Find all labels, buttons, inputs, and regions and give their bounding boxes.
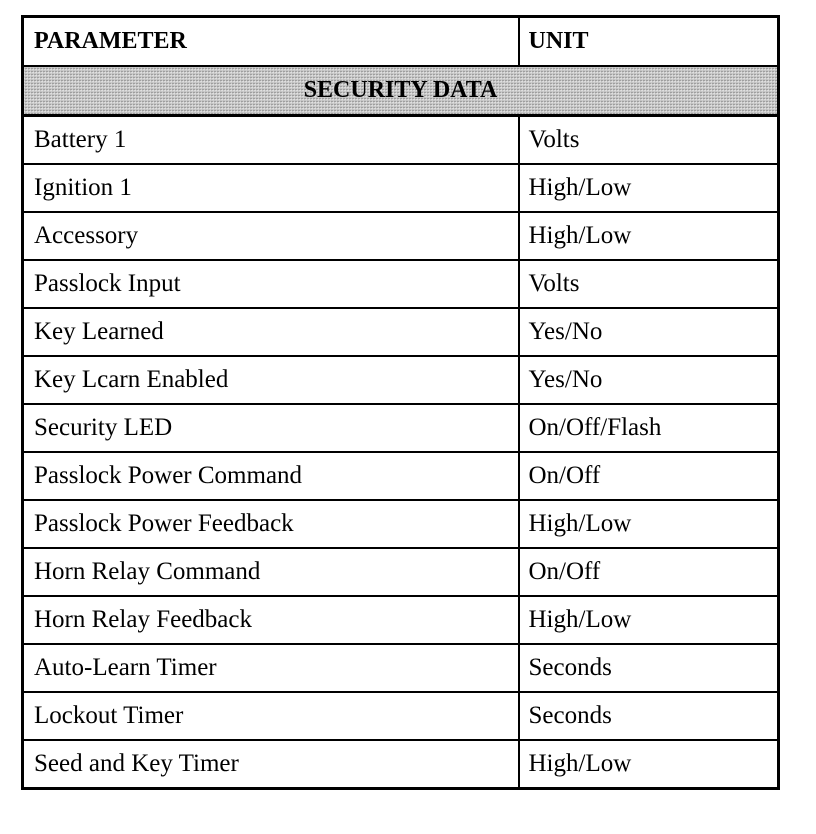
unit-cell: Seconds bbox=[519, 644, 779, 692]
table-row bbox=[23, 740, 779, 789]
unit-cell: High/Low bbox=[519, 212, 779, 260]
table-row bbox=[23, 644, 779, 692]
unit-cell: On/Off/Flash bbox=[519, 404, 779, 452]
parameter-cell: Ignition 1 bbox=[23, 164, 519, 212]
table-row bbox=[23, 260, 779, 308]
parameter-cell: Seed and Key Timer bbox=[23, 740, 519, 789]
parameter-cell: Key Learned bbox=[23, 308, 519, 356]
unit-cell: High/Low bbox=[519, 596, 779, 644]
parameter-cell: Key Lcarn Enabled bbox=[23, 356, 519, 404]
parameter-cell: Passlock Power Feedback bbox=[23, 500, 519, 548]
unit-cell: Yes/No bbox=[519, 308, 779, 356]
section-row bbox=[23, 66, 779, 116]
table-body bbox=[23, 66, 779, 789]
parameter-cell: Horn Relay Feedback bbox=[23, 596, 519, 644]
table-row bbox=[23, 500, 779, 548]
unit-cell: High/Low bbox=[519, 164, 779, 212]
table-row bbox=[23, 404, 779, 452]
parameter-cell: Passlock Input bbox=[23, 260, 519, 308]
parameter-cell: Auto-Learn Timer bbox=[23, 644, 519, 692]
table-header bbox=[23, 17, 779, 67]
header-row bbox=[23, 17, 779, 67]
table-row bbox=[23, 116, 779, 165]
table-row bbox=[23, 596, 779, 644]
table-row bbox=[23, 212, 779, 260]
unit-cell: Volts bbox=[519, 116, 779, 165]
parameter-table bbox=[21, 15, 780, 790]
unit-cell: On/Off bbox=[519, 548, 779, 596]
unit-cell: High/Low bbox=[519, 500, 779, 548]
parameter-cell: Security LED bbox=[23, 404, 519, 452]
table-row bbox=[23, 692, 779, 740]
table-row bbox=[23, 356, 779, 404]
unit-cell: Volts bbox=[519, 260, 779, 308]
unit-cell: Seconds bbox=[519, 692, 779, 740]
table-row bbox=[23, 452, 779, 500]
unit-cell: Yes/No bbox=[519, 356, 779, 404]
table-row bbox=[23, 164, 779, 212]
parameter-cell: Battery 1 bbox=[23, 116, 519, 165]
parameter-column-header: PARAMETER bbox=[23, 17, 519, 67]
section-title: SECURITY DATA bbox=[23, 66, 779, 116]
parameter-cell: Passlock Power Command bbox=[23, 452, 519, 500]
unit-cell: On/Off bbox=[519, 452, 779, 500]
unit-column-header: UNIT bbox=[519, 17, 779, 67]
parameter-cell: Accessory bbox=[23, 212, 519, 260]
table-row bbox=[23, 308, 779, 356]
table-row bbox=[23, 548, 779, 596]
parameter-cell: Horn Relay Command bbox=[23, 548, 519, 596]
parameter-cell: Lockout Timer bbox=[23, 692, 519, 740]
unit-cell: High/Low bbox=[519, 740, 779, 789]
